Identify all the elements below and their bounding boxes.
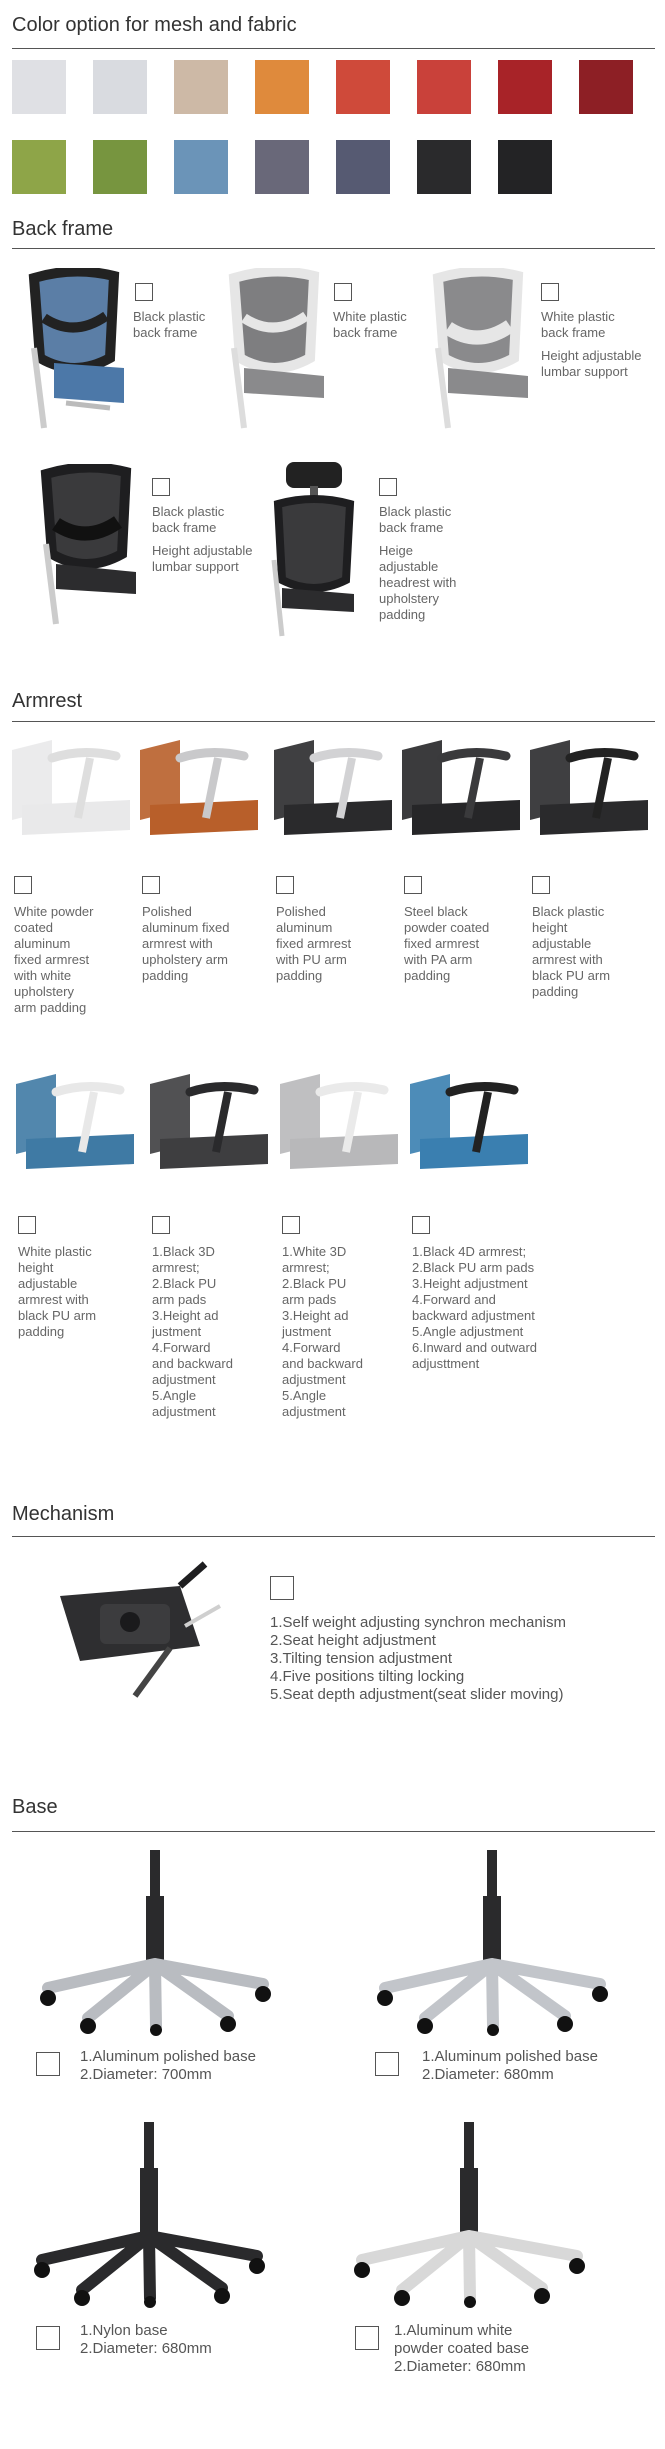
base-label: 1.Aluminum white powder coated base 2.Diameter: 680mm (394, 2322, 530, 2375)
checkbox-base[interactable] (36, 2326, 60, 2350)
section-title-colors: Color option for mesh and fabric (12, 14, 297, 36)
armrest-image (402, 730, 520, 845)
armrest-label: Polished aluminum fixed armrest with upholstery arm padding (142, 904, 230, 983)
back-frame-2-label: White plastic back frame (333, 309, 407, 340)
color-swatch[interactable] (498, 60, 552, 114)
color-swatch[interactable] (255, 140, 309, 194)
back-frame-3-label: White plastic back frame (541, 309, 615, 340)
checkbox-armrest[interactable] (282, 1216, 300, 1234)
back-frame-1-label: Black plastic back frame (133, 309, 206, 340)
color-swatch[interactable] (417, 60, 471, 114)
color-swatch[interactable] (93, 140, 147, 194)
back-frame-5-note: Heige adjustable headrest with upholstery padding (379, 543, 457, 622)
checkbox-armrest[interactable] (18, 1216, 36, 1234)
color-swatch[interactable] (579, 60, 633, 114)
black-lumbar-chair-image (26, 464, 144, 634)
section-divider (12, 1536, 655, 1537)
checkbox-base[interactable] (355, 2326, 379, 2350)
section-divider (12, 248, 655, 249)
color-swatch[interactable] (336, 60, 390, 114)
armrest-label: Black plastic height adjustable armrest with black PU arm padding (532, 904, 611, 999)
color-swatch[interactable] (498, 140, 552, 194)
checkbox-armrest[interactable] (412, 1216, 430, 1234)
armrest-image (16, 1064, 134, 1179)
mechanism-description: 1.Self weight adjusting synchron mechanism 2.Seat height adjustment 3.Tilting tension adjustment 4.Five positions tilting locking 5.Seat depth adjustment(seat slider moving) (270, 1614, 566, 1703)
base-image (28, 1846, 288, 2041)
checkbox-armrest[interactable] (404, 876, 422, 894)
armrest-label: White powder coated aluminum fixed armrest with white upholstery arm padding (14, 904, 94, 1015)
checkbox-armrest[interactable] (152, 1216, 170, 1234)
armrest-image (274, 730, 392, 845)
color-swatch[interactable] (255, 60, 309, 114)
armrest-image (150, 1064, 268, 1179)
section-divider (12, 721, 655, 722)
color-swatch[interactable] (336, 140, 390, 194)
color-swatch[interactable] (93, 60, 147, 114)
section-title-armrest: Armrest (12, 690, 82, 712)
base-image (365, 1846, 625, 2041)
armrest-label: Polished aluminum fixed armrest with PU arm padding (276, 904, 352, 983)
base-label: 1.Aluminum polished base 2.Diameter: 700mm (80, 2048, 256, 2083)
white-lumbar-chair-image (418, 268, 536, 438)
checkbox-base[interactable] (36, 2052, 60, 2076)
checkbox-back-frame-5[interactable] (379, 478, 397, 496)
armrest-label: Steel black powder coated fixed armrest with PA arm padding (404, 904, 490, 983)
back-frame-5-label: Black plastic back frame (379, 504, 452, 535)
armrest-label: 1.White 3D armrest; 2.Black PU arm pads 3.Height ad justment 4.Forward and backward adjustment 5.Angle adjustment (282, 1244, 363, 1419)
base-image (342, 2118, 602, 2313)
checkbox-back-frame-1[interactable] (135, 283, 153, 301)
back-frame-4-note: Height adjustable lumbar support (152, 543, 253, 574)
armrest-image (140, 730, 258, 845)
headrest-chair-image (264, 460, 364, 640)
armrest-label: White plastic height adjustable armrest with black PU arm padding (18, 1244, 97, 1339)
white-mesh-chair-image (214, 268, 332, 438)
color-swatch[interactable] (174, 140, 228, 194)
checkbox-back-frame-2[interactable] (334, 283, 352, 301)
armrest-image (410, 1064, 528, 1179)
base-image (22, 2118, 282, 2313)
armrest-label: 1.Black 3D armrest; 2.Black PU arm pads 3.Height ad justment 4.Forward and backward adjustment 5.Angle adjustment (152, 1244, 233, 1419)
color-swatch[interactable] (417, 140, 471, 194)
armrest-image (530, 730, 648, 845)
color-swatch[interactable] (12, 140, 66, 194)
section-divider (12, 1831, 655, 1832)
armrest-label: 1.Black 4D armrest; 2.Black PU arm pads 3.Height adjustment 4.Forward and backward adjustment 5.Angle adjustment 6.Inward and outward adjusttment (412, 1244, 538, 1371)
checkbox-armrest[interactable] (142, 876, 160, 894)
mechanism-image (30, 1556, 230, 1706)
back-frame-3-note: Height adjustable lumbar support (541, 348, 642, 379)
section-title-back-frame: Back frame (12, 218, 114, 240)
back-frame-4-label: Black plastic back frame (152, 504, 225, 535)
checkbox-base[interactable] (375, 2052, 399, 2076)
section-divider (12, 48, 655, 49)
checkbox-armrest[interactable] (276, 876, 294, 894)
checkbox-armrest[interactable] (14, 876, 32, 894)
armrest-image (12, 730, 130, 845)
color-swatch[interactable] (12, 60, 66, 114)
base-label: 1.Nylon base 2.Diameter: 680mm (80, 2322, 212, 2357)
checkbox-back-frame-4[interactable] (152, 478, 170, 496)
checkbox-back-frame-3[interactable] (541, 283, 559, 301)
section-title-mechanism: Mechanism (12, 1503, 115, 1525)
black-mesh-chair-image (14, 268, 132, 438)
checkbox-mechanism[interactable] (270, 1576, 294, 1600)
color-swatch[interactable] (174, 60, 228, 114)
armrest-image (280, 1064, 398, 1179)
checkbox-armrest[interactable] (532, 876, 550, 894)
section-title-base: Base (12, 1796, 58, 1818)
base-label: 1.Aluminum polished base 2.Diameter: 680mm (422, 2048, 598, 2083)
